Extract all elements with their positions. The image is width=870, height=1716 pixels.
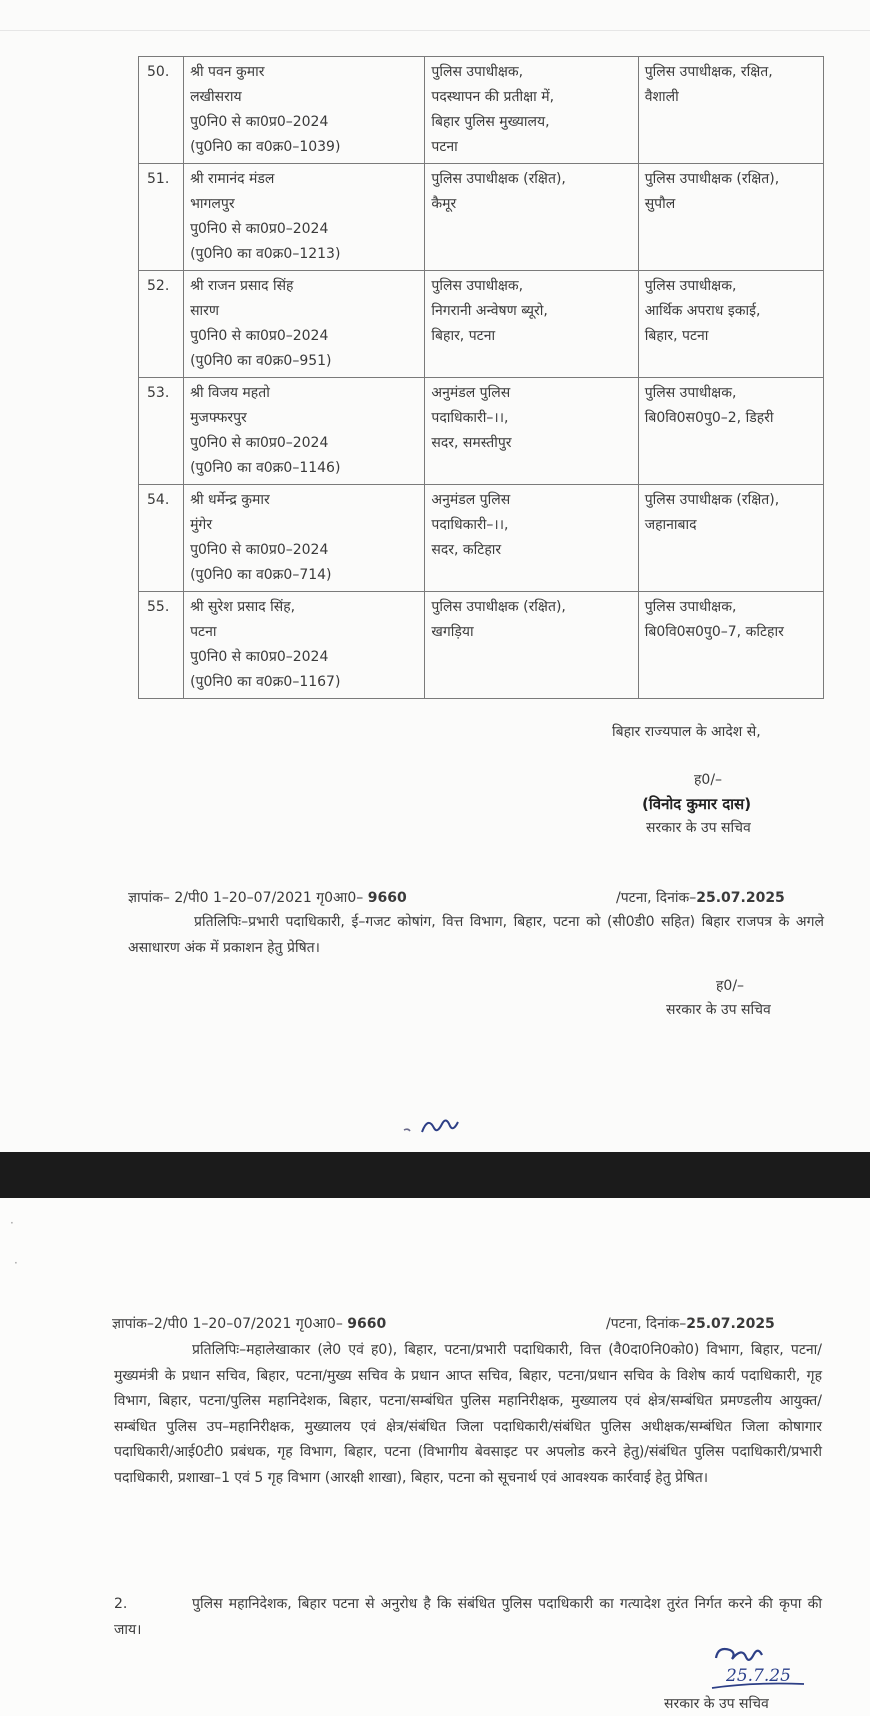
officer-district: पटना	[190, 624, 217, 640]
memo2-reference	[112, 1314, 386, 1333]
new-posting-line: बिहार, पटना	[644, 328, 709, 344]
new-posting-line: पुलिस उपाधीक्षक,	[644, 599, 737, 615]
table-row	[139, 378, 824, 485]
current-posting-line: पटना	[431, 139, 458, 155]
officer-name: श्री पवन कुमार	[190, 64, 265, 80]
transfer-table-body	[139, 57, 824, 699]
new-posting-line: पुलिस उपाधीक्षक, रक्षित,	[644, 64, 773, 80]
officer-details	[184, 164, 425, 271]
new-posting-line: बि0वि0स0पु0–7, कटिहार	[644, 624, 784, 640]
officer-roster: (पु0नि0 का व0क्र0–1167)	[190, 674, 341, 690]
new-posting-line: आर्थिक अपराध इकाई,	[644, 303, 761, 319]
officer-name: श्री विजय महतो	[190, 385, 270, 401]
current-posting	[425, 592, 638, 699]
new-posting	[638, 485, 823, 592]
officer-promo: पु0नि0 से का0प्र0–2024	[190, 114, 329, 130]
initials-mark-icon	[400, 1112, 470, 1136]
current-posting-line: अनुमंडल पुलिस	[431, 385, 511, 401]
officer-details	[184, 271, 425, 378]
memo-date-value: 25.07.2025	[696, 890, 785, 906]
signatory-name: (विनोद कुमार दास)	[642, 795, 752, 813]
table-row	[139, 271, 824, 378]
current-posting-line: बिहार, पटना	[431, 328, 496, 344]
officer-promo: पु0नि0 से का0प्र0–2024	[190, 221, 329, 237]
memo-reference-text: ज्ञापांक– 2/पी0 1–20–07/2021 गृ0आ0–	[128, 890, 368, 906]
new-posting-line: पुलिस उपाधीक्षक (रक्षित),	[644, 492, 780, 508]
new-posting-line: पुलिस उपाधीक्षक,	[644, 278, 737, 294]
new-posting-line: पुलिस उपाधीक्षक (रक्षित),	[644, 171, 780, 187]
memo-place: /पटना, दिनांक–	[616, 890, 697, 906]
table-row	[139, 592, 824, 699]
memo2-date-value: 25.07.2025	[686, 1316, 775, 1332]
officer-name: श्री धर्मेन्द्र कुमार	[190, 492, 270, 508]
signatory-designation: सरकार के उप सचिव	[646, 820, 751, 836]
current-posting-line: पदाधिकारी–।।,	[431, 517, 509, 533]
current-posting-line: बिहार पुलिस मुख्यालय,	[431, 114, 550, 130]
memo2-reference-number: 9660	[347, 1316, 387, 1332]
current-posting	[425, 271, 638, 378]
new-posting-line: जहानाबाद	[644, 517, 697, 533]
officer-name: श्री सुरेश प्रसाद सिंह,	[190, 599, 296, 615]
current-posting-line: पुलिस उपाधीक्षक,	[431, 278, 524, 294]
current-posting-line: पुलिस उपाधीक्षक (रक्षित),	[431, 599, 566, 615]
new-posting	[638, 271, 823, 378]
memo2-copy-text: प्रतिलिपिः–महालेखाकार (ले0 एवं ह0), बिहार, पटना/प्रभारी पदाधिकारी, वित्त (वै0दा0नि0को0) विभाग, बिहार, पटना/मुख्यमंत्री के प्रधान सचिव, बिहार, पटना/मुख्य सचिव के प्रधान आप्त सचिव, बिहार, पटना/प्रधान सचिव के विशेष कार्य पदाधिकारी, गृह विभाग, बिहार, पटना/पुलिस महानिदेशक, बिहार, पटना/सम्बंधित पुलिस महानिरीक्षक, मुख्यालय एवं क्षेत्र/सम्बंधित प्रमण्डलीय आयुक्त/सम्बंधित पुलिस उप–महानिरीक्षक, मुख्यालय एवं क्षेत्र/संबंधित जिला पदाधिकारी/संबंधित पुलिस अधीक्षक/सम्बंधित जिला कोषागार पदाधिकारी/आई0टी0 प्रबंधक, गृह विभाग, बिहार, पटना (विभागीय बेवसाइट पर अपलोड करने हेतु)/संबंधित पुलिस पदाधिकारी/प्रभारी पदाधिकारी, प्रशाखा–1 एवं 5 गृह विभाग (आरक्षी शाखा), बिहार, पटना को सूचनार्थ एवं आवश्यक कार्रवाई हेतु प्रेषित।	[114, 1342, 822, 1486]
signature-date: 25.7.25	[726, 1666, 791, 1686]
officer-district: सारण	[190, 303, 220, 319]
current-posting	[425, 485, 638, 592]
current-posting-line: पदस्थापन की प्रतीक्षा में,	[431, 89, 555, 105]
officer-district: मुजफ्फरपुर	[190, 410, 247, 426]
serial-number: 50.	[139, 57, 184, 164]
current-posting-line: पुलिस उपाधीक्षक,	[431, 64, 524, 80]
current-posting	[425, 164, 638, 271]
current-posting-line: सदर, कटिहार	[431, 542, 502, 558]
memo2-date	[606, 1314, 775, 1333]
new-posting	[638, 592, 823, 699]
memo-reference-number: 9660	[367, 890, 407, 906]
memo-date	[616, 888, 785, 907]
serial-number: 51.	[139, 164, 184, 271]
officer-promo: पु0नि0 से का0प्र0–2024	[190, 328, 329, 344]
point-text: पुलिस महानिदेशक, बिहार पटना से अनुरोध है कि संबंधित पुलिस पदाधिकारी का गत्यादेश तुरंत निर्गत करने की कृपा की जाय।	[114, 1596, 822, 1638]
officer-roster: (पु0नि0 का व0क्र0–951)	[190, 353, 332, 369]
officer-roster: (पु0नि0 का व0क्र0–1213)	[190, 246, 341, 262]
transfer-table	[138, 56, 824, 699]
serial-number: 53.	[139, 378, 184, 485]
signatory-designation-3: सरकार के उप सचिव	[664, 1696, 769, 1712]
new-posting	[638, 164, 823, 271]
current-posting-line: कैमूर	[431, 196, 457, 212]
officer-roster: (पु0नि0 का व0क्र0–1146)	[190, 460, 341, 476]
officer-details	[184, 592, 425, 699]
officer-promo: पु0नि0 से का0प्र0–2024	[190, 542, 329, 558]
current-posting	[425, 57, 638, 164]
officer-details	[184, 378, 425, 485]
page-top-rule	[0, 30, 870, 31]
memo-copy-text: प्रतिलिपिः–प्रभारी पदाधिकारी, ई–गजट कोषांग, वित्त विभाग, बिहार, पटना को (सी0डी0 सहित) बिहार राजपत्र के अगले असाधारण अंक में प्रकाशन हेतु प्रेषित।	[128, 914, 824, 956]
serial-number: 54.	[139, 485, 184, 592]
memo-reference	[128, 888, 407, 907]
new-posting-line: वैशाली	[644, 89, 679, 105]
current-posting	[425, 378, 638, 485]
memo2-place: /पटना, दिनांक–	[606, 1316, 687, 1332]
table-row	[139, 164, 824, 271]
table-row	[139, 57, 824, 164]
current-posting-line: निगरानी अन्वेषण ब्यूरो,	[431, 303, 548, 319]
governor-order-line: बिहार राज्यपाल के आदेश से,	[612, 724, 761, 740]
memo2-reference-text: ज्ञापांक–2/पी0 1–20–07/2021 गृ0आ0–	[112, 1316, 348, 1332]
new-posting-line: पुलिस उपाधीक्षक,	[644, 385, 737, 401]
officer-details	[184, 57, 425, 164]
dot-mark: ·	[10, 1216, 14, 1230]
current-posting-line: पुलिस उपाधीक्षक (रक्षित),	[431, 171, 566, 187]
officer-promo: पु0नि0 से का0प्र0–2024	[190, 649, 329, 665]
serial-number: 52.	[139, 271, 184, 378]
new-posting-line: सुपौल	[644, 196, 676, 212]
dot-mark-2: ·	[14, 1256, 18, 1270]
current-posting-line: पदाधिकारी–।।,	[431, 410, 509, 426]
memo2-point-2	[114, 1592, 822, 1643]
signed-mark: ह0/–	[694, 772, 723, 788]
officer-roster: (पु0नि0 का व0क्र0–714)	[190, 567, 332, 583]
current-posting-line: खगड़िया	[431, 624, 474, 640]
new-posting	[638, 57, 823, 164]
officer-details	[184, 485, 425, 592]
serial-number: 55.	[139, 592, 184, 699]
officer-promo: पु0नि0 से का0प्र0–2024	[190, 435, 329, 451]
page-gap	[0, 1152, 870, 1198]
current-posting-line: अनुमंडल पुलिस	[431, 492, 511, 508]
signatory-designation-2: सरकार के उप सचिव	[666, 1002, 771, 1018]
signed-mark-2: ह0/–	[716, 978, 745, 994]
officer-name: श्री राजन प्रसाद सिंह	[190, 278, 294, 294]
officer-district: भागलपुर	[190, 196, 235, 212]
table-row	[139, 485, 824, 592]
officer-district: लखीसराय	[190, 89, 242, 105]
point-number: 2.	[114, 1596, 128, 1612]
current-posting-line: सदर, समस्तीपुर	[431, 435, 512, 451]
new-posting	[638, 378, 823, 485]
officer-roster: (पु0नि0 का व0क्र0–1039)	[190, 139, 341, 155]
new-posting-line: बि0वि0स0पु0–2, डिहरी	[644, 410, 774, 426]
officer-district: मुंगेर	[190, 517, 213, 533]
page-two	[0, 1198, 870, 1716]
officer-name: श्री रामानंद मंडल	[190, 171, 275, 187]
